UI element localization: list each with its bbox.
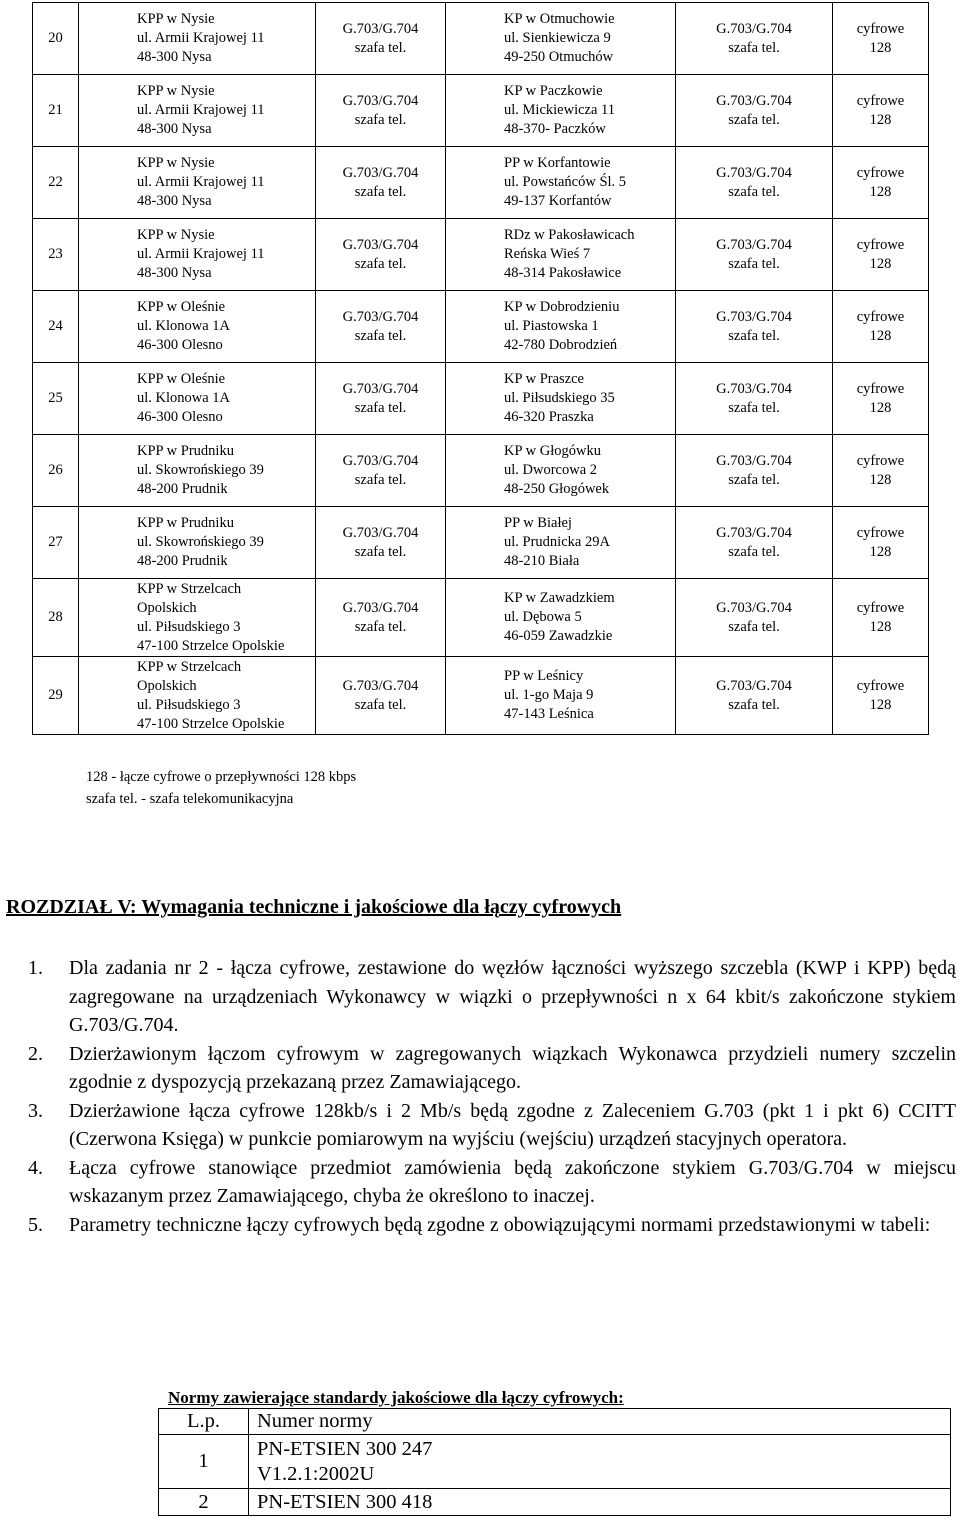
from-interface-line: G.703/G.704 — [342, 599, 419, 616]
table-row — [33, 75, 929, 147]
from-location-line: ul. Skowrońskiego 39 — [137, 462, 264, 478]
to-location-line: 47-143 Leśnica — [504, 706, 594, 722]
requirement-item — [28, 1211, 956, 1240]
from-interface — [316, 75, 446, 147]
from-interface-line: G.703/G.704 — [342, 677, 419, 694]
to-location-line: RDz w Pakosławicach — [504, 227, 635, 243]
from-interface-line: G.703/G.704 — [342, 92, 419, 109]
to-interface-line: G.703/G.704 — [716, 599, 792, 616]
norms-table-caption: Normy zawierające standardy jakościowe dla łączy cyfrowych: — [168, 1388, 624, 1407]
from-interface — [316, 657, 446, 735]
from-location-line: Opolskich — [137, 677, 197, 694]
from-location-line: ul. Armii Krajowej 11 — [137, 102, 265, 118]
to-location-line: Reńska Wieś 7 — [504, 246, 591, 262]
link-rate — [833, 435, 929, 507]
to-interface-line: szafa tel. — [728, 327, 780, 344]
link-rate-line: 128 — [869, 327, 892, 344]
legend-line-szafa: szafa tel. - szafa telekomunikacyjna — [86, 791, 294, 807]
norms-header-lp: L.p. — [159, 1409, 249, 1435]
link-rate-line: cyfrowe — [856, 164, 905, 181]
from-location-line: KPP w Strzelcach — [137, 580, 242, 597]
table-row — [33, 657, 929, 735]
from-interface-line: G.703/G.704 — [342, 452, 419, 469]
link-rate — [833, 507, 929, 579]
row-number: 27 — [33, 507, 79, 579]
item-number: 2. — [28, 1042, 43, 1065]
to-location — [446, 507, 676, 579]
table-row — [33, 291, 929, 363]
norms-name — [249, 1489, 951, 1516]
from-location — [79, 3, 316, 75]
from-location-line: KPP w Nysie — [137, 83, 215, 99]
norms-header-row — [159, 1409, 951, 1435]
to-interface-line: G.703/G.704 — [716, 524, 792, 541]
item-text: Łącza cyfrowe stanowiące przedmiot zamówienia będą zakończone stykiem G.703/G.704 w miejscu wskazanym przez Zamawiającego, chyba że określono to inaczej. — [69, 1156, 956, 1207]
requirement-item — [28, 1097, 956, 1154]
to-interface — [676, 291, 833, 363]
from-location-line: ul. Armii Krajowej 11 — [137, 246, 265, 262]
to-interface-line: szafa tel. — [728, 39, 780, 56]
to-location-line: 48-250 Głogówek — [504, 481, 610, 497]
from-location — [79, 507, 316, 579]
link-rate — [833, 3, 929, 75]
link-rate-line: 128 — [869, 255, 892, 272]
norms-table — [158, 1408, 951, 1516]
to-location-line: PP w Korfantowie — [504, 155, 611, 171]
table-row — [33, 147, 929, 219]
to-interface-line: G.703/G.704 — [716, 380, 792, 397]
from-interface-line: G.703/G.704 — [342, 380, 419, 397]
to-location — [446, 219, 676, 291]
to-location-line: KP w Głogówku — [504, 443, 601, 459]
to-location-line: ul. Sienkiewicza 9 — [504, 30, 611, 46]
from-location-line: ul. Skowrońskiego 39 — [137, 534, 264, 550]
from-location — [79, 363, 316, 435]
from-interface — [316, 291, 446, 363]
to-interface — [676, 147, 833, 219]
to-location-line: ul. Mickiewicza 11 — [504, 102, 615, 118]
link-rate-line: cyfrowe — [856, 524, 905, 541]
row-number: 24 — [33, 291, 79, 363]
from-location-line: 46-300 Olesno — [137, 337, 223, 353]
to-interface-line: szafa tel. — [728, 399, 780, 416]
row-number: 22 — [33, 147, 79, 219]
to-interface-line: G.703/G.704 — [716, 92, 792, 109]
from-location-line: ul. Piłsudskiego 3 — [137, 618, 241, 635]
from-interface — [316, 435, 446, 507]
to-interface-line: G.703/G.704 — [716, 164, 792, 181]
to-location-line: 48-370- Paczków — [504, 121, 606, 137]
to-interface — [676, 579, 833, 657]
item-number: 4. — [28, 1156, 43, 1179]
row-number: 23 — [33, 219, 79, 291]
from-interface-line: szafa tel. — [354, 696, 407, 713]
from-interface — [316, 507, 446, 579]
from-interface-line: G.703/G.704 — [342, 20, 419, 37]
from-location-line: ul. Klonowa 1A — [137, 318, 231, 334]
to-location-line: ul. Piłsudskiego 35 — [504, 390, 615, 406]
from-location-line: KPP w Nysie — [137, 155, 215, 171]
table-row — [33, 219, 929, 291]
link-rate-line: cyfrowe — [856, 452, 905, 469]
item-text: Dzierżawionym łączom cyfrowym w zagregowanych wiązkach Wykonawca przydzieli numery szczelin zgodnie z dyspozycją przekazaną przez Zamawiającego. — [69, 1042, 956, 1093]
from-location-line: 48-300 Nysa — [137, 49, 212, 65]
to-location-line: KP w Praszce — [504, 371, 584, 387]
from-interface-line: szafa tel. — [354, 183, 407, 200]
to-location-line: KP w Zawadzkiem — [504, 590, 615, 606]
row-number: 20 — [33, 3, 79, 75]
from-location-line: 46-300 Olesno — [137, 409, 223, 425]
norms-name — [249, 1435, 951, 1489]
to-location-line: KP w Otmuchowie — [504, 11, 615, 27]
from-interface-line: G.703/G.704 — [342, 308, 419, 325]
to-interface — [676, 507, 833, 579]
link-rate-line: cyfrowe — [856, 236, 905, 253]
row-number: 21 — [33, 75, 79, 147]
to-interface — [676, 363, 833, 435]
section-heading: ROZDZIAŁ V: Wymagania techniczne i jakościowe dla łączy cyfrowych — [6, 896, 622, 918]
link-rate-line: 128 — [869, 39, 892, 56]
to-interface-line: G.703/G.704 — [716, 308, 792, 325]
from-location-line: Opolskich — [137, 599, 197, 616]
to-location-line: PP w Białej — [504, 515, 572, 531]
to-interface-line: szafa tel. — [728, 543, 780, 560]
from-location — [79, 219, 316, 291]
link-rate-line: 128 — [869, 696, 892, 713]
to-location — [446, 435, 676, 507]
to-interface-line: szafa tel. — [728, 696, 780, 713]
to-location-line: 46-320 Praszka — [504, 409, 594, 425]
to-interface — [676, 657, 833, 735]
from-interface-line: G.703/G.704 — [342, 524, 419, 541]
norms-lp: 2 — [159, 1489, 249, 1516]
to-location-line: ul. Dworcowa 2 — [504, 462, 598, 478]
to-location — [446, 363, 676, 435]
from-location — [79, 147, 316, 219]
row-number: 25 — [33, 363, 79, 435]
from-location-line: 48-300 Nysa — [137, 121, 212, 137]
to-location-line: ul. Piastowska 1 — [504, 318, 599, 334]
norms-row — [159, 1435, 951, 1489]
from-interface-line: szafa tel. — [354, 618, 407, 635]
from-interface-line: szafa tel. — [354, 327, 407, 344]
from-location-line: ul. Armii Krajowej 11 — [137, 30, 265, 46]
link-rate-line: 128 — [869, 618, 892, 635]
to-interface-line: szafa tel. — [728, 111, 780, 128]
link-rate — [833, 657, 929, 735]
to-location-line: ul. 1-go Maja 9 — [504, 687, 594, 703]
from-location-line: 47-100 Strzelce Opolskie — [137, 715, 285, 732]
item-number: 1. — [28, 957, 43, 979]
to-location-line: 42-780 Dobrodzień — [504, 337, 618, 353]
from-interface — [316, 147, 446, 219]
from-location-line: KPP w Nysie — [137, 11, 215, 27]
to-location — [446, 291, 676, 363]
link-rate-line: cyfrowe — [856, 677, 905, 694]
link-rate-line: cyfrowe — [856, 92, 905, 109]
from-interface — [316, 3, 446, 75]
to-interface-line: G.703/G.704 — [716, 677, 792, 694]
from-location-line: ul. Armii Krajowej 11 — [137, 174, 265, 190]
row-number: 26 — [33, 435, 79, 507]
item-number: 3. — [28, 1099, 43, 1122]
to-interface-line: szafa tel. — [728, 618, 780, 635]
from-interface-line: G.703/G.704 — [342, 236, 419, 253]
norms-name-line: PN-ETSIEN 300 418 — [257, 1490, 433, 1513]
to-location-line: ul. Powstańców Śl. 5 — [504, 174, 627, 190]
to-location-line: KP w Dobrodzieniu — [504, 299, 620, 315]
item-text: Dla zadania nr 2 - łącza cyfrowe, zestawione do węzłów łączności wyższego szczebla (KWP i KPP) będą zagregowane na urządzeniach Wykonawcy w wiązki o przepływności n x 64 kbit/s zakończone stykiem G.703/G.704. — [69, 957, 956, 1036]
requirements-list — [28, 954, 956, 1239]
to-location — [446, 147, 676, 219]
table-row — [33, 3, 929, 75]
from-location — [79, 579, 316, 657]
item-text: Dzierżawione łącza cyfrowe 128kb/s i 2 Mb/s będą zgodne z Zaleceniem G.703 (pkt 1 i pkt 6) CCITT (Czerwona Księga) w punkcie pomiarowym na wyjściu (wejściu) urządzeń stacyjnych operatora. — [69, 1099, 956, 1150]
to-interface-line: G.703/G.704 — [716, 452, 792, 469]
to-location-line: 49-137 Korfantów — [504, 193, 612, 209]
table-row — [33, 507, 929, 579]
from-interface-line: szafa tel. — [354, 39, 407, 56]
from-location-line: KPP w Strzelcach — [137, 658, 242, 675]
from-location-line: KPP w Oleśnie — [137, 371, 226, 387]
norms-lp: 1 — [159, 1435, 249, 1489]
norms-row — [159, 1489, 951, 1516]
from-location-line: 48-300 Nysa — [137, 265, 212, 281]
from-interface-line: G.703/G.704 — [342, 164, 419, 181]
to-interface-line: szafa tel. — [728, 183, 780, 200]
to-location — [446, 657, 676, 735]
link-rate-line: cyfrowe — [856, 20, 905, 37]
from-location-line: 47-100 Strzelce Opolskie — [137, 637, 285, 654]
to-location-line: ul. Dębowa 5 — [504, 609, 582, 625]
link-rate — [833, 219, 929, 291]
to-location-line: KP w Paczkowie — [504, 83, 603, 99]
to-interface — [676, 435, 833, 507]
norms-name-line: V1.2.1:2002U — [257, 1462, 375, 1485]
to-interface-line: G.703/G.704 — [716, 236, 792, 253]
from-interface — [316, 219, 446, 291]
link-rate — [833, 291, 929, 363]
to-interface — [676, 75, 833, 147]
from-interface-line: szafa tel. — [354, 471, 407, 488]
from-interface-line: szafa tel. — [354, 111, 407, 128]
from-interface-line: szafa tel. — [354, 399, 407, 416]
norms-header-name: Numer normy — [249, 1409, 951, 1435]
row-number: 28 — [33, 579, 79, 657]
link-rate-line: 128 — [869, 399, 892, 416]
from-location-line: KPP w Nysie — [137, 227, 215, 243]
locations-table-body — [33, 3, 929, 735]
legend-line-128: 128 - łącze cyfrowe o przepływności 128 kbps — [86, 769, 357, 785]
requirement-item — [28, 1040, 956, 1097]
item-number: 5. — [28, 1213, 43, 1236]
item-text: Parametry techniczne łączy cyfrowych będą zgodne z obowiązującymi normami przedstawionymi w tabeli: — [69, 1213, 931, 1236]
link-rate-line: 128 — [869, 111, 892, 128]
link-rate-line: cyfrowe — [856, 380, 905, 397]
to-location-line: 48-210 Biała — [504, 553, 580, 569]
to-interface-line: G.703/G.704 — [716, 20, 792, 37]
to-location-line: 49-250 Otmuchów — [504, 49, 614, 65]
from-interface-line: szafa tel. — [354, 543, 407, 560]
table-row — [33, 435, 929, 507]
to-location-line: 46-059 Zawadzkie — [504, 628, 613, 644]
to-location — [446, 75, 676, 147]
link-rate-line: 128 — [869, 471, 892, 488]
to-location-line: 48-314 Pakosławice — [504, 265, 622, 281]
link-rate — [833, 75, 929, 147]
from-location-line: KPP w Prudniku — [137, 515, 234, 531]
row-number: 29 — [33, 657, 79, 735]
link-rate-line: 128 — [869, 543, 892, 560]
from-location — [79, 657, 316, 735]
to-interface — [676, 219, 833, 291]
link-rate-line: cyfrowe — [856, 599, 905, 616]
from-location-line: KPP w Oleśnie — [137, 299, 226, 315]
requirement-item — [28, 1154, 956, 1211]
from-interface — [316, 579, 446, 657]
from-location-line: 48-300 Nysa — [137, 193, 212, 209]
table-legend — [86, 766, 356, 810]
from-location-line: 48-200 Prudnik — [137, 481, 228, 497]
to-interface-line: szafa tel. — [728, 255, 780, 272]
from-location-line: 48-200 Prudnik — [137, 553, 228, 569]
to-interface — [676, 3, 833, 75]
link-rate — [833, 579, 929, 657]
from-location — [79, 291, 316, 363]
to-location — [446, 3, 676, 75]
link-rate-line: 128 — [869, 183, 892, 200]
requirement-item — [28, 954, 956, 1040]
from-location — [79, 75, 316, 147]
link-rate — [833, 147, 929, 219]
to-interface-line: szafa tel. — [728, 471, 780, 488]
from-interface — [316, 363, 446, 435]
from-location-line: KPP w Prudniku — [137, 443, 234, 459]
table-row — [33, 363, 929, 435]
from-location-line: ul. Piłsudskiego 3 — [137, 696, 241, 713]
link-rate-line: cyfrowe — [856, 308, 905, 325]
from-location-line: ul. Klonowa 1A — [137, 390, 231, 406]
to-location-line: ul. Prudnicka 29A — [504, 534, 610, 550]
table-row — [33, 579, 929, 657]
from-location — [79, 435, 316, 507]
to-location-line: PP w Leśnicy — [504, 668, 584, 684]
link-rate — [833, 363, 929, 435]
to-location — [446, 579, 676, 657]
from-interface-line: szafa tel. — [354, 255, 407, 272]
norms-name-line: PN-ETSIEN 300 247 — [257, 1437, 433, 1460]
locations-table — [32, 2, 929, 735]
